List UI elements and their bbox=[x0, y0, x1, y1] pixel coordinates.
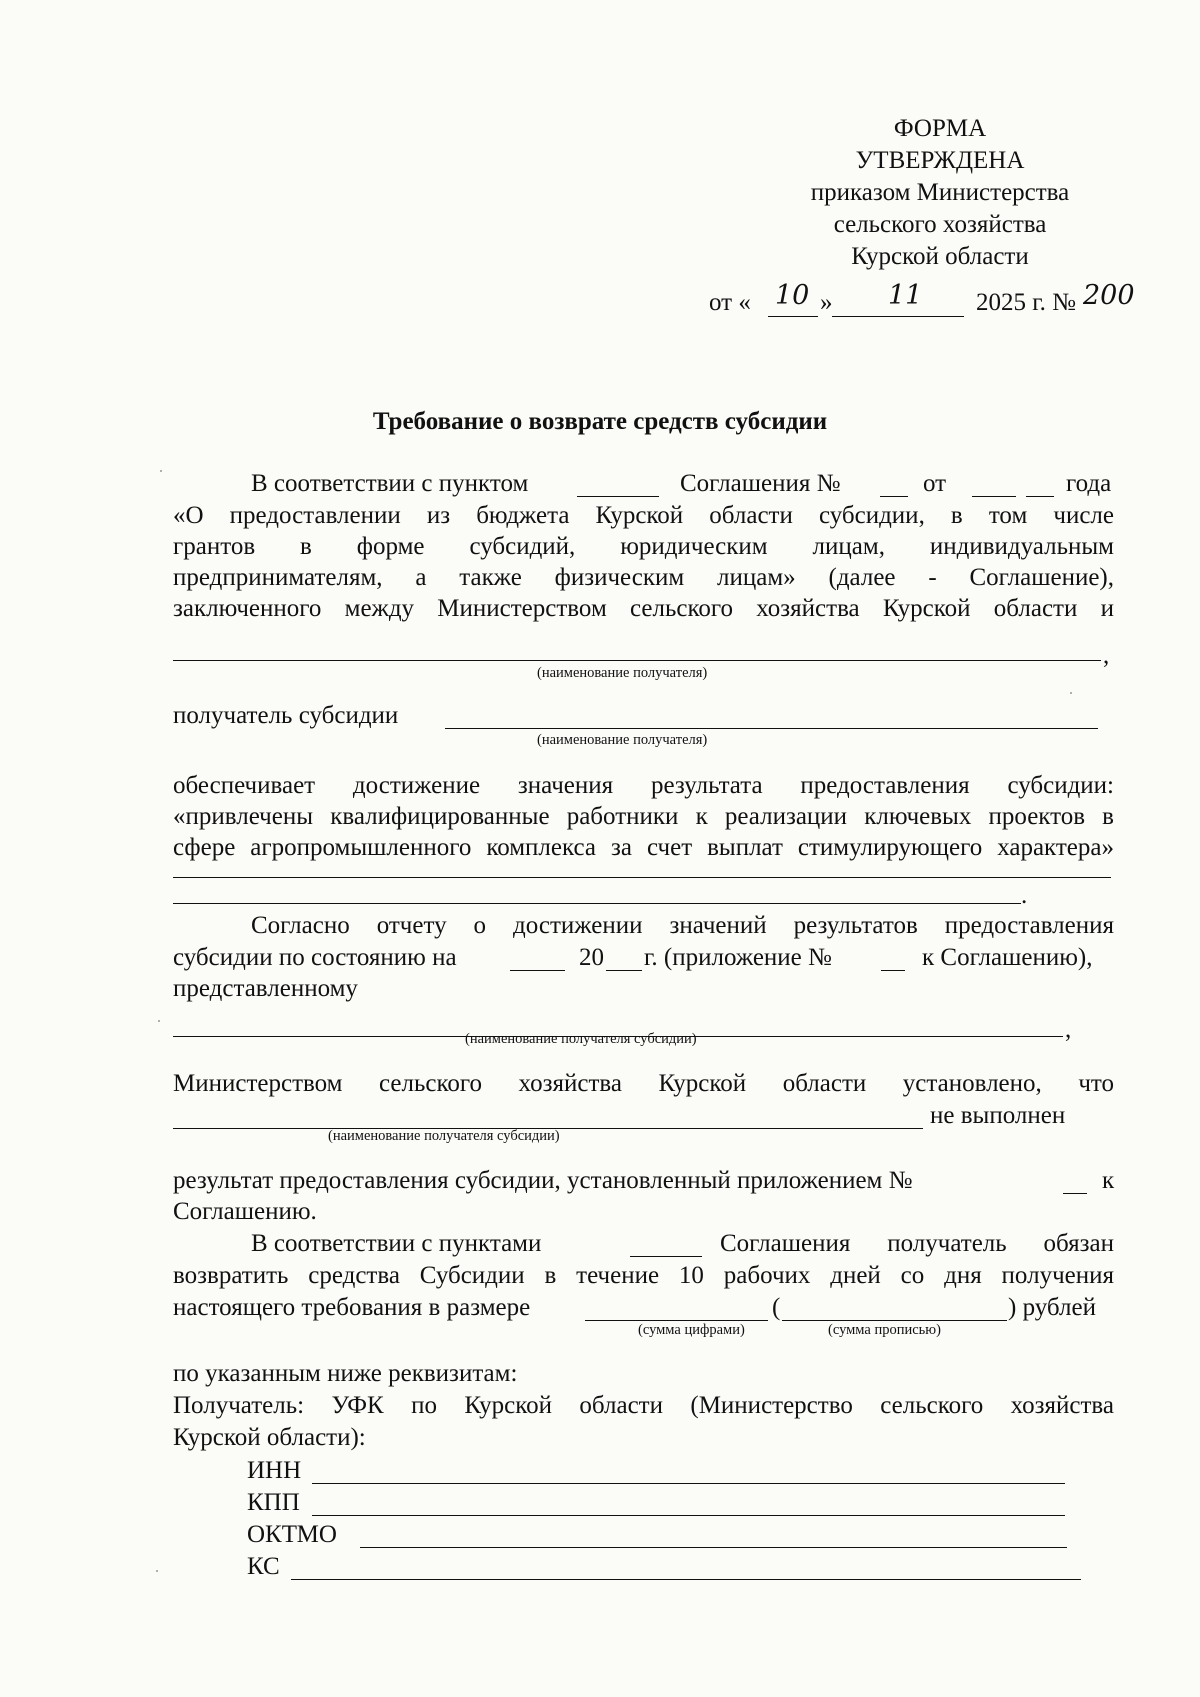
approval-form-label: ФОРМА bbox=[893, 115, 987, 142]
p5-sum-words-blank bbox=[782, 1320, 1007, 1321]
p3-line3: представленному bbox=[173, 975, 358, 1002]
approval-region-line: Курской области bbox=[851, 243, 1029, 270]
p1-number-blank bbox=[880, 496, 908, 497]
recipient-line bbox=[445, 728, 1098, 729]
p3-year-blank bbox=[606, 970, 642, 971]
oktmo-line bbox=[360, 1547, 1067, 1548]
p5-caption-words: (сумма прописью) bbox=[828, 1322, 941, 1338]
p3-line2-b: 20 bbox=[579, 944, 604, 971]
p1-year-blank bbox=[1026, 496, 1054, 497]
p5-line3-a: настоящего требования в размере bbox=[173, 1294, 531, 1321]
kpp-label: КПП bbox=[247, 1489, 300, 1516]
p1-point-blank bbox=[577, 496, 659, 497]
p1-line1-b: Соглашения № bbox=[680, 470, 841, 497]
p1-line3: грантов в форме субсидий, юридическим лицам, индивидуальным bbox=[173, 533, 1114, 560]
p1-line1-c: от bbox=[923, 470, 947, 497]
approval-approved-label: УТВЕРЖДЕНА bbox=[855, 147, 1025, 174]
p5-points-blank bbox=[630, 1256, 702, 1257]
recipient-caption: (наименование получателя) bbox=[537, 732, 708, 748]
ks-line bbox=[291, 1579, 1081, 1580]
p5-line1-a: В соответствии с пунктами bbox=[251, 1230, 542, 1257]
p1-line1-d: года bbox=[1066, 470, 1112, 497]
p2-blank-line-1 bbox=[173, 877, 1111, 878]
scan-speck bbox=[1070, 692, 1072, 694]
scan-speck bbox=[158, 1020, 160, 1022]
details-line2: Получатель: УФК по Курской области (Министерство сельского хозяйства bbox=[173, 1392, 1114, 1419]
p5-line3-c: ) рублей bbox=[1008, 1294, 1096, 1321]
recipient-label: получатель субсидии bbox=[173, 702, 399, 729]
approval-ministry-line: сельского хозяйства bbox=[833, 211, 1047, 238]
p5-line2: возвратить средства Субсидии в течение 10 рабочих дней со дня получения bbox=[173, 1262, 1114, 1289]
p1-comma: , bbox=[1103, 642, 1110, 669]
p1-line5: заключенного между Министерством сельского хозяйства Курской области и bbox=[173, 595, 1114, 622]
p2-line1: обеспечивает достижение значения результата предоставления субсидии: bbox=[173, 772, 1114, 799]
p1-line4: предпринимателям, а также физическим лицам» (далее - Соглашение), bbox=[173, 564, 1114, 591]
approval-month-handwritten: 11 bbox=[888, 280, 923, 311]
p3-line2-d: к Соглашению), bbox=[922, 944, 1093, 971]
p4-line1: Министерством сельского хозяйства Курской области установлено, что bbox=[173, 1070, 1114, 1097]
p3-line2-a: субсидии по состоянию на bbox=[173, 944, 457, 971]
approval-year-text: 2025 г. № bbox=[976, 289, 1077, 316]
approval-day-handwritten: 10 bbox=[775, 280, 810, 311]
approval-date-prefix: от « bbox=[709, 289, 751, 316]
p1-line2: «О предоставлении из бюджета Курской области субсидии, в том числе bbox=[173, 502, 1114, 529]
inn-label: ИНН bbox=[247, 1457, 302, 1484]
approval-day-line bbox=[768, 316, 818, 317]
inn-line bbox=[312, 1483, 1065, 1484]
p1-line1-a: В соответствии с пунктом bbox=[251, 470, 529, 497]
p3-line1: Согласно отчету о достижении значений результатов предоставления bbox=[251, 912, 1114, 939]
p4-appendix-blank bbox=[1063, 1193, 1087, 1194]
oktmo-label: ОКТМО bbox=[247, 1521, 337, 1548]
p2-blank-line-2 bbox=[173, 903, 1021, 904]
p2-line2: «привлечены квалифицированные работники к реализации ключевых проектов в bbox=[173, 803, 1114, 830]
p4-line4: Соглашению. bbox=[173, 1198, 317, 1225]
p3-recipient-caption: (наименование получателя субсидии) bbox=[465, 1031, 697, 1047]
p3-date-blank bbox=[510, 970, 565, 971]
p4-not-fulfilled: не выполнен bbox=[930, 1102, 1066, 1129]
details-line3: Курской области): bbox=[173, 1424, 366, 1451]
p3-line2-c: г. (приложение № bbox=[644, 944, 832, 971]
p5-line1-b: Соглашения получатель обязан bbox=[720, 1230, 1114, 1257]
p3-comma: , bbox=[1065, 1016, 1072, 1043]
p4-line3-a: результат предоставления субсидии, установленный приложением № bbox=[173, 1167, 913, 1194]
ks-label: КС bbox=[247, 1553, 280, 1580]
p5-line3-b: ( bbox=[772, 1294, 781, 1321]
approval-order-line: приказом Министерства bbox=[810, 179, 1070, 206]
p1-recipient-line bbox=[173, 660, 1101, 661]
p5-caption-digits: (сумма цифрами) bbox=[638, 1322, 745, 1338]
p2-line3: сфере агропромышленного комплекса за счет выплат стимулирующего характера» bbox=[173, 834, 1114, 861]
p1-date-blank bbox=[972, 496, 1016, 497]
p3-appendix-blank bbox=[881, 970, 905, 971]
details-line1: по указанным ниже реквизитам: bbox=[173, 1360, 518, 1387]
kpp-line bbox=[312, 1515, 1065, 1516]
scan-speck bbox=[156, 1570, 158, 1572]
p1-recipient-caption: (наименование получателя) bbox=[537, 665, 708, 681]
p4-recipient-caption: (наименование получателя субсидии) bbox=[328, 1128, 560, 1144]
p4-line3-b: к bbox=[1102, 1167, 1115, 1194]
approval-month-sep: » bbox=[820, 289, 833, 316]
p2-end-period: . bbox=[1021, 882, 1028, 909]
scan-speck bbox=[160, 470, 162, 472]
approval-number-handwritten: 200 bbox=[1083, 280, 1135, 311]
approval-month-line bbox=[832, 316, 964, 317]
p5-sum-digits-blank bbox=[585, 1320, 768, 1321]
document-title: Требование о возврате средств субсидии bbox=[372, 408, 828, 435]
